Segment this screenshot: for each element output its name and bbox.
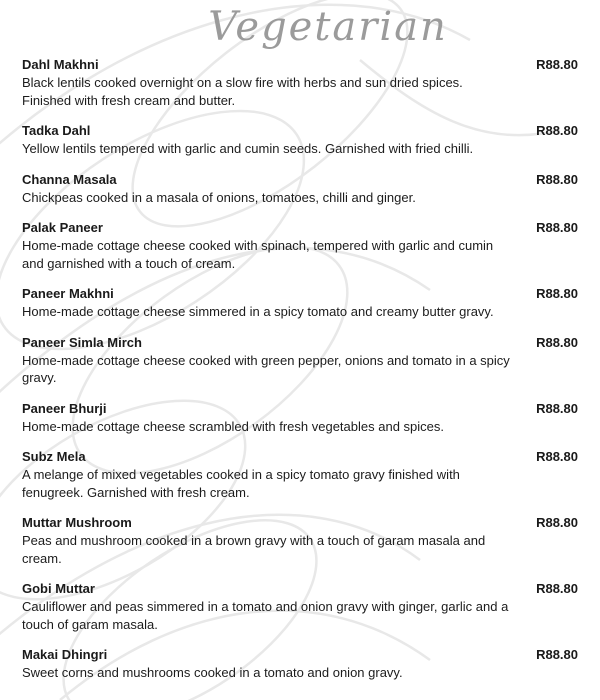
item-description: Chickpeas cooked in a masala of onions, tomatoes, chilli and ginger.: [22, 189, 416, 205]
menu-item: [22, 646, 578, 682]
item-name: Makai Dhingri: [22, 647, 108, 662]
item-name: Dahl Makhni: [22, 57, 99, 72]
item-description: Home-made cottage cheese cooked with spinach, tempered with garlic and cumin and garnished with a touch of cream.: [22, 238, 494, 271]
item-description: Yellow lentils tempered with garlic and cumin seeds. Garnished with fried chilli.: [22, 141, 474, 156]
item-description: A melange of mixed vegetables cooked in a spicy tomato gravy finished with fenugreek. Garnished with fresh cream.: [22, 467, 460, 500]
menu-item: [22, 56, 578, 109]
item-price: R88.80: [536, 449, 578, 464]
menu-item: [22, 400, 578, 436]
item-name: Gobi Muttar: [22, 581, 95, 596]
item-price: R88.80: [536, 647, 578, 662]
item-price: R88.80: [536, 171, 578, 187]
item-description: Cauliflower and peas simmered in a tomato and onion gravy with ginger, garlic and a touch of garam masala.: [22, 599, 509, 632]
menu-item: [22, 171, 578, 207]
menu-item: [22, 514, 578, 567]
item-description: Peas and mushroom cooked in a brown gravy with a touch of garam masala and cream.: [22, 533, 486, 566]
item-price: R88.80: [536, 334, 578, 350]
item-description: Home-made cottage cheese cooked with green pepper, onions and tomato in a spicy gravy.: [22, 352, 510, 385]
item-name: Tadka Dahl: [22, 123, 91, 138]
item-price: R88.80: [536, 581, 578, 596]
menu-item: [22, 334, 578, 387]
menu-item: [22, 448, 578, 501]
item-description: Black lentils cooked overnight on a slow fire with herbs and sun dried spices. Finished with fresh cream and butter.: [22, 75, 463, 108]
menu-item: [22, 580, 578, 633]
item-name: Channa Masala: [22, 171, 117, 187]
item-description: Sweet corns and mushrooms cooked in a tomato and onion gravy.: [22, 665, 403, 680]
item-name: Paneer Makhni: [22, 286, 114, 301]
menu-item: [22, 285, 578, 321]
menu-item: [22, 122, 578, 158]
item-name: Palak Paneer: [22, 220, 103, 235]
menu-section-title: Vegetarian: [208, 4, 448, 50]
item-description: Home-made cottage cheese scrambled with fresh vegetables and spices.: [22, 418, 444, 434]
item-name: Paneer Simla Mirch: [22, 334, 142, 350]
item-description: Home-made cottage cheese simmered in a spicy tomato and creamy butter gravy.: [22, 304, 494, 319]
item-name: Muttar Mushroom: [22, 515, 132, 530]
item-price: R88.80: [536, 515, 578, 530]
item-price: R88.80: [536, 57, 578, 72]
item-price: R88.80: [536, 400, 578, 416]
item-price: R88.80: [536, 220, 578, 235]
menu-item: [22, 219, 578, 272]
item-name: Paneer Bhurji: [22, 400, 107, 416]
item-price: R88.80: [536, 123, 578, 138]
item-name: Subz Mela: [22, 449, 86, 464]
item-price: R88.80: [536, 286, 578, 301]
